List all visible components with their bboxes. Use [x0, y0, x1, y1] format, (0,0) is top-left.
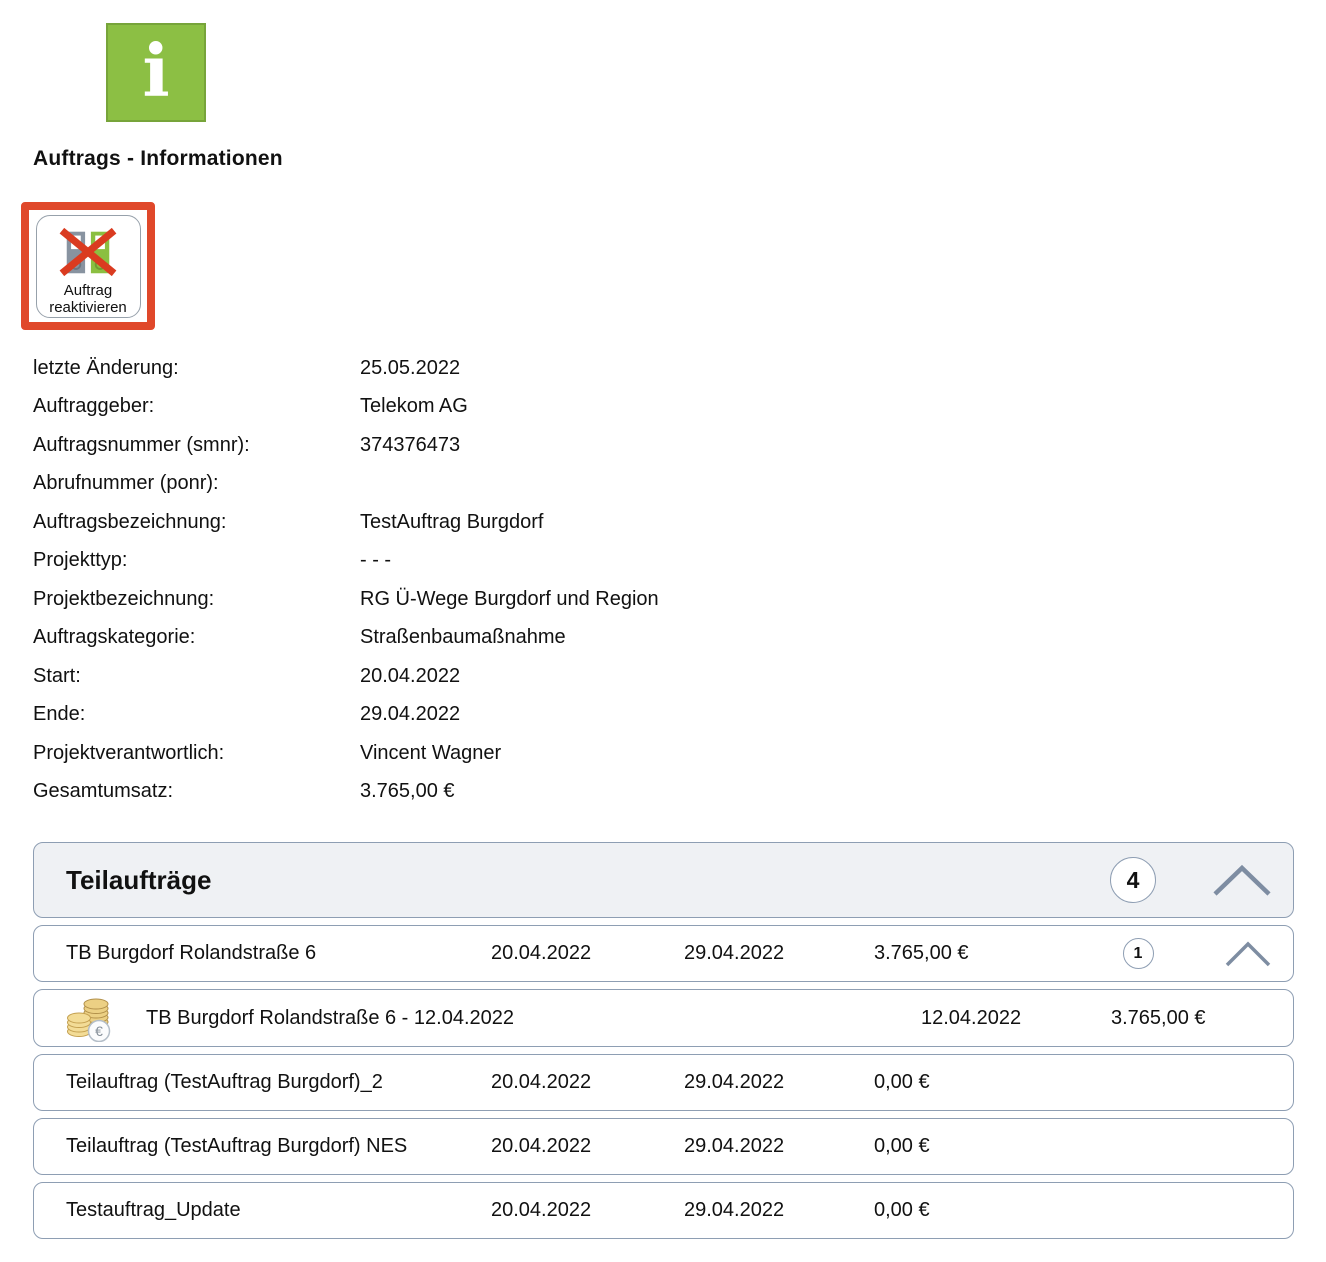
row-collapse-chevron-icon[interactable]: [1161, 941, 1271, 967]
teilauftraege-panel: [33, 842, 1294, 1239]
detail-label: Start:: [33, 664, 81, 687]
detail-label: Gesamtumsatz:: [33, 780, 174, 803]
reactivate-button-highlight: [21, 202, 155, 330]
detail-label: Abrufnummer (ponr):: [33, 472, 219, 495]
teilauftrag-invoice-row[interactable]: [33, 989, 1294, 1047]
detail-value: RG Ü-Wege Burgdorf und Region: [360, 587, 659, 610]
detail-label: Auftragsbezeichnung:: [33, 510, 227, 533]
row-start-date: 20.04.2022: [491, 1199, 592, 1221]
invoice-row-amount: 3.765,00 €: [1111, 1006, 1206, 1029]
reactivate-button-label: Auftrag reaktivieren: [49, 281, 127, 316]
row-count-badge: 1: [1123, 938, 1154, 969]
row-end-date: 29.04.2022: [684, 1135, 785, 1157]
detail-label: Ende:: [33, 703, 86, 726]
order-details-list: [33, 349, 933, 811]
detail-value: Straßenbaumaßnahme: [360, 626, 566, 649]
detail-label: Projektverantwortlich:: [33, 741, 225, 764]
info-icon-glyph: i: [142, 27, 170, 113]
detail-label: letzte Änderung:: [33, 356, 179, 379]
row-start-date: 20.04.2022: [491, 942, 592, 964]
row-name: Teilauftrag (TestAuftrag Burgdorf)_2: [66, 1071, 383, 1093]
detail-row: [33, 773, 933, 812]
row-start-date: 20.04.2022: [491, 1135, 592, 1157]
detail-value: Telekom AG: [360, 395, 468, 418]
detail-row: [33, 465, 933, 504]
invoice-row-name: TB Burgdorf Rolandstraße 6 - 12.04.2022: [146, 1006, 514, 1029]
invoice-coins-icon: [66, 994, 114, 1042]
row-name: TB Burgdorf Rolandstraße 6: [66, 942, 317, 964]
euro-glyph: €: [95, 1023, 103, 1039]
row-name: Testauftrag_Update: [66, 1199, 241, 1221]
detail-row: [33, 696, 933, 735]
teilauftrag-row[interactable]: [33, 925, 1294, 982]
detail-label: Projektbezeichnung:: [33, 587, 215, 610]
detail-value: 20.04.2022: [360, 664, 461, 687]
row-name: Teilauftrag (TestAuftrag Burgdorf) NES: [66, 1135, 408, 1157]
detail-label: Auftraggeber:: [33, 395, 155, 418]
row-end-date: 29.04.2022: [684, 1199, 785, 1221]
row-start-date: 20.04.2022: [491, 1071, 592, 1093]
detail-value: 25.05.2022: [360, 356, 461, 379]
detail-row: [33, 542, 933, 581]
teilauftraege-count-badge: 4: [1110, 857, 1156, 903]
row-end-date: 29.04.2022: [684, 1071, 785, 1093]
row-amount: 3.765,00 €: [874, 942, 969, 964]
detail-value: 374376473: [360, 433, 461, 456]
teilauftraege-title: Teilaufträge: [66, 864, 212, 895]
detail-label: Projekttyp:: [33, 549, 128, 572]
detail-row: [33, 657, 933, 696]
collapse-chevron-icon[interactable]: [1213, 864, 1271, 896]
auftrag-reaktivieren-button[interactable]: [36, 215, 141, 318]
page-title: Auftrags - Informationen: [33, 147, 283, 170]
detail-row: [33, 503, 933, 542]
detail-label: Auftragsnummer (smnr):: [33, 433, 250, 456]
detail-label: Auftragskategorie:: [33, 626, 196, 649]
row-amount: 0,00 €: [874, 1199, 930, 1221]
detail-value: 29.04.2022: [360, 703, 461, 726]
detail-value: TestAuftrag Burgdorf: [360, 510, 544, 533]
teilauftrag-row[interactable]: [33, 1054, 1294, 1111]
info-icon: [106, 23, 206, 122]
invoice-row-date: 12.04.2022: [921, 1006, 1022, 1029]
detail-row: [33, 580, 933, 619]
row-amount: 0,00 €: [874, 1071, 930, 1093]
row-end-date: 29.04.2022: [684, 942, 785, 964]
detail-row: [33, 388, 933, 427]
binders-crossed-icon: [59, 223, 117, 281]
teilauftrag-row[interactable]: [33, 1118, 1294, 1175]
detail-value: Vincent Wagner: [360, 741, 502, 764]
teilauftrag-row[interactable]: [33, 1182, 1294, 1239]
detail-row: [33, 426, 933, 465]
detail-row: [33, 349, 933, 388]
detail-value: - - -: [360, 549, 392, 572]
detail-value: 3.765,00 €: [360, 780, 455, 803]
detail-row: [33, 619, 933, 658]
detail-row: [33, 734, 933, 773]
row-amount: 0,00 €: [874, 1135, 930, 1157]
teilauftraege-header[interactable]: [33, 842, 1294, 918]
